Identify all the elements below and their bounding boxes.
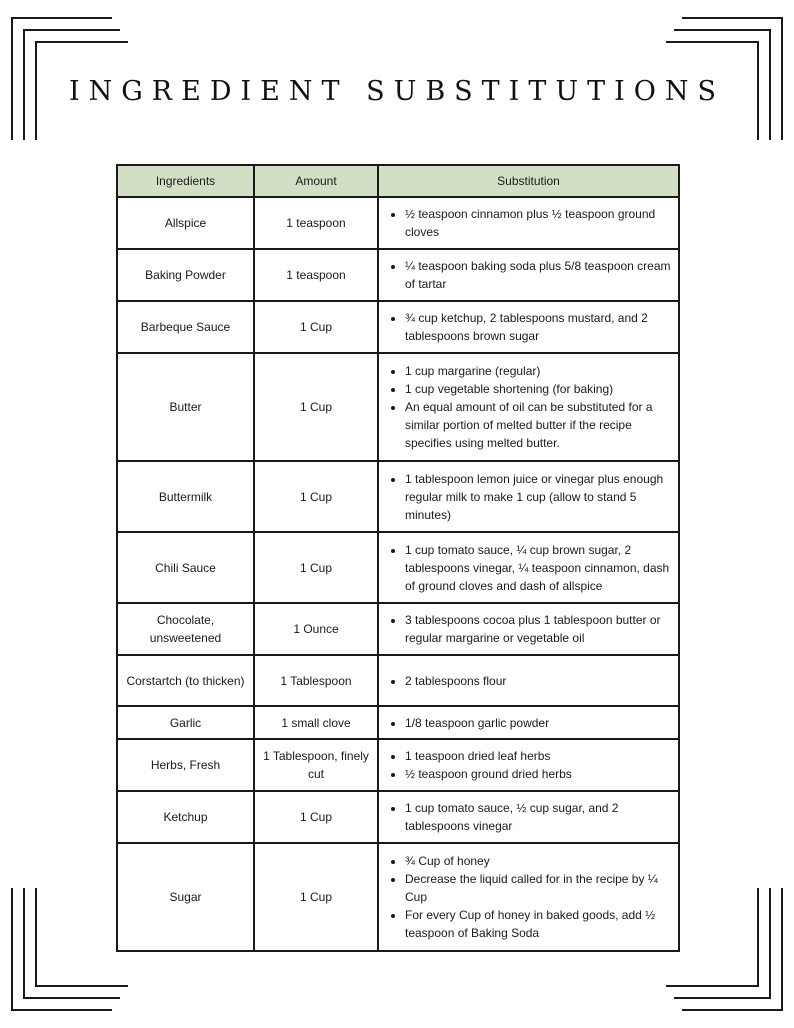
substitution-item: • Decrease the liquid called for in the recipe by ¼ Cup [405, 870, 672, 906]
column-header-ingredients: Ingredients [117, 165, 254, 197]
amount-cell: 1 Cup [254, 843, 378, 951]
ingredient-cell: Buttermilk [117, 461, 254, 532]
substitution-item: • ½ teaspoon ground dried herbs [405, 765, 672, 783]
substitution-item: • ¼ teaspoon baking soda plus 5/8 teaspoon cream of tartar [405, 257, 672, 293]
substitution-cell [378, 655, 679, 706]
column-header-amount: Amount [254, 165, 378, 197]
substitution-cell [378, 532, 679, 603]
ingredient-cell: Chocolate, unsweetened [117, 603, 254, 655]
ingredient-cell: Garlic [117, 706, 254, 739]
ingredient-cell: Baking Powder [117, 249, 254, 301]
substitution-cell [378, 461, 679, 532]
substitution-item: • 2 tablespoons flour [405, 672, 672, 690]
substitution-item: • ½ teaspoon cinnamon plus ½ teaspoon ground cloves [405, 205, 672, 241]
substitution-cell [378, 843, 679, 951]
substitution-item: • 1 cup tomato sauce, ¼ cup brown sugar, 2 tablespoons vinegar, ¼ teaspoon cinnamon, dash of ground cloves and dash of allspice [405, 541, 672, 595]
table-row [117, 739, 679, 791]
ingredient-cell: Herbs, Fresh [117, 739, 254, 791]
amount-cell: 1 Cup [254, 353, 378, 461]
amount-cell: 1 small clove [254, 706, 378, 739]
amount-cell: 1 Cup [254, 532, 378, 603]
substitution-item: • 1 teaspoon dried leaf herbs [405, 747, 672, 765]
substitution-item: • ¾ Cup of honey [405, 852, 672, 870]
substitution-item: • 1 cup vegetable shortening (for baking) [405, 380, 672, 398]
table-row [117, 353, 679, 461]
substitution-cell [378, 706, 679, 739]
substitution-cell [378, 739, 679, 791]
substitution-cell [378, 603, 679, 655]
column-header-substitution: Substitution [378, 165, 679, 197]
table-row [117, 532, 679, 603]
substitution-cell [378, 791, 679, 843]
substitution-table [116, 164, 680, 952]
amount-cell: 1 Ounce [254, 603, 378, 655]
ingredient-cell: Ketchup [117, 791, 254, 843]
table-row [117, 603, 679, 655]
substitution-item: • ¾ cup ketchup, 2 tablespoons mustard, and 2 tablespoons brown sugar [405, 309, 672, 345]
substitution-item: • 3 tablespoons cocoa plus 1 tablespoon butter or regular margarine or vegetable oil [405, 611, 672, 647]
table-row [117, 706, 679, 739]
ingredient-cell: Butter [117, 353, 254, 461]
substitution-cell [378, 197, 679, 249]
ingredient-cell: Sugar [117, 843, 254, 951]
ingredient-cell: Barbeque Sauce [117, 301, 254, 353]
substitution-item: • 1 cup tomato sauce, ½ cup sugar, and 2 tablespoons vinegar [405, 799, 672, 835]
table-row [117, 461, 679, 532]
substitution-cell [378, 301, 679, 353]
substitution-item: • An equal amount of oil can be substituted for a similar portion of melted butter if the recipe specifies using melted butter. [405, 398, 672, 452]
ingredient-cell: Corstartch (to thicken) [117, 655, 254, 706]
ingredient-cell: Allspice [117, 197, 254, 249]
amount-cell: 1 Cup [254, 461, 378, 532]
table-row [117, 843, 679, 951]
table-header-row [117, 165, 679, 197]
substitution-cell [378, 353, 679, 461]
amount-cell: 1 Tablespoon [254, 655, 378, 706]
substitution-item: • 1/8 teaspoon garlic powder [405, 714, 672, 732]
table-row [117, 655, 679, 706]
table-row [117, 301, 679, 353]
amount-cell: 1 Cup [254, 301, 378, 353]
page-title: INGREDIENT SUBSTITUTIONS [68, 76, 726, 107]
substitution-cell [378, 249, 679, 301]
ingredient-cell: Chili Sauce [117, 532, 254, 603]
substitution-item: • 1 cup margarine (regular) [405, 362, 672, 380]
amount-cell: 1 teaspoon [254, 249, 378, 301]
amount-cell: 1 Cup [254, 791, 378, 843]
table-row [117, 791, 679, 843]
table-row [117, 249, 679, 301]
substitution-item: • For every Cup of honey in baked goods, add ½ teaspoon of Baking Soda [405, 906, 672, 942]
table-row [117, 197, 679, 249]
substitution-item: • 1 tablespoon lemon juice or vinegar plus enough regular milk to make 1 cup (allow to stand 5 minutes) [405, 470, 672, 524]
amount-cell: 1 teaspoon [254, 197, 378, 249]
amount-cell: 1 Tablespoon, finely cut [254, 739, 378, 791]
